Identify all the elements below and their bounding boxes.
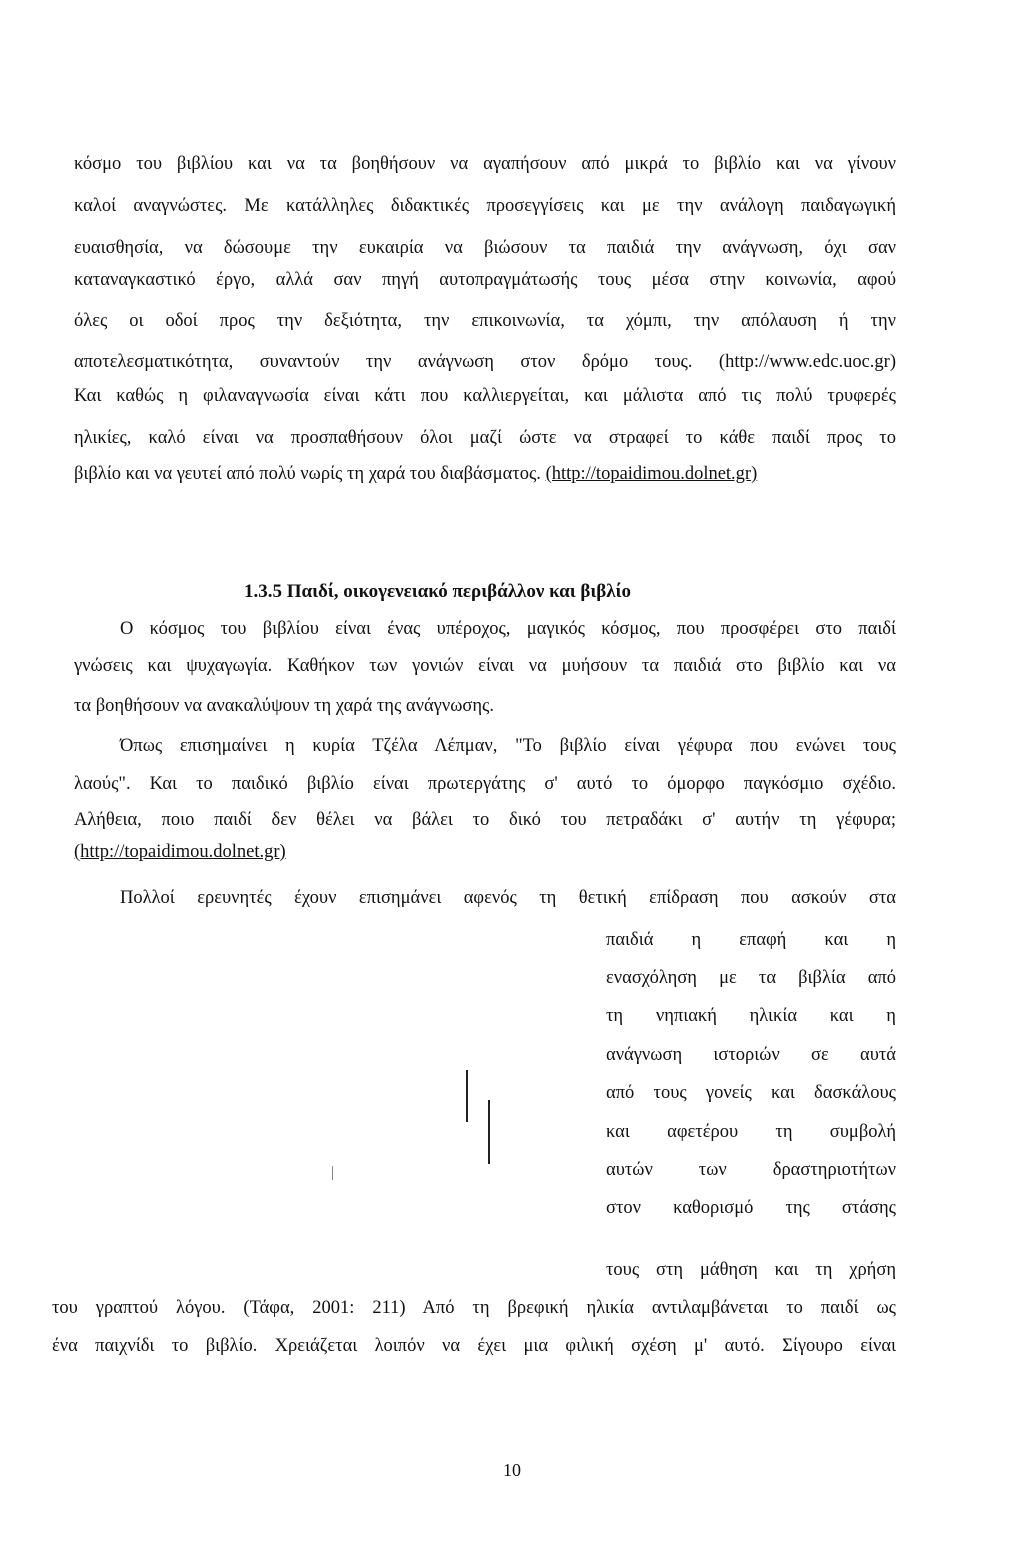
right-column-resume-line: τους στη μάθηση και τη χρήση — [606, 1260, 896, 1280]
paragraph-1-line-6: αποτελεσματικότητα, συναντούν την ανάγνωση στον δρόμο τους. (http://www.edc.uoc.gr) — [74, 352, 896, 372]
right-column-line-4: ανάγνωση ιστοριών σε αυτά — [606, 1045, 896, 1065]
paragraph-1-last-text: βιβλίο και να γευτεί από πολύ νωρίς τη χαρά του διαβάσματος. — [74, 464, 541, 484]
paragraph-4-line-after-1: του γραπτού λόγου. (Τάφα, 2001: 211) Από τη βρεφική ηλικία αντιλαμβάνεται το παιδί ως — [52, 1298, 896, 1318]
right-column-line-7: αυτών των δραστηριοτήτων — [606, 1160, 896, 1180]
paragraph-1-line-3: ευαισθησία, να δώσουμε την ευκαιρία να βιώσουν τα παιδιά την ανάγνωση, όχι σαν — [74, 238, 896, 258]
page-number: 10 — [503, 1460, 521, 1480]
right-column-line-3: τη νηπιακή ηλικία και η — [606, 1006, 896, 1026]
paragraph-3-line-2: λαούς". Και το παιδικό βιβλίο είναι πρωτεργάτης σ' αυτό το όμορφο παγκόσμιο σχέδιο. — [74, 774, 896, 794]
paragraph-1-line-9 — [74, 462, 896, 486]
paragraph-1-line-8: ηλικίες, καλό είναι να προσπαθήσουν όλοι μαζί ώστε να στραφεί το κάθε παιδί προς το — [74, 428, 896, 448]
paragraph-1-line-4: καταναγκαστικό έργο, αλλά σαν πηγή αυτοπραγμάτωσής τους μέσα στην κοινωνία, αφού — [74, 270, 896, 290]
paragraph-1-line-1: κόσμο του βιβλίου και να τα βοηθήσουν να αγαπήσουν από μικρά το βιβλίο και να γίνουν — [74, 154, 896, 174]
scan-mark — [466, 1070, 468, 1122]
paragraph-2-line-2: γνώσεις και ψυχαγωγία. Καθήκον των γονιών είναι να μυήσουν τα παιδιά στο βιβλίο και να — [74, 656, 896, 676]
paragraph-4-line-1: Πολλοί ερευνητές έχουν επισημάνει αφενός τη θετική επίδραση που ασκούν στα — [120, 888, 896, 908]
right-column-line-5: από τους γονείς και δασκάλους — [606, 1083, 896, 1103]
scan-mark — [332, 1166, 333, 1180]
paragraph-3-line-3: Αλήθεια, ποιο παιδί δεν θέλει να βάλει το δικό του πετραδάκι σ' αυτήν τη γέφυρα; — [74, 810, 896, 830]
paragraph-2-line-1: Ο κόσμος του βιβλίου είναι ένας υπέροχος, μαγικός κόσμος, που προσφέρει στο παιδί — [120, 619, 896, 639]
section-heading: 1.3.5 Παιδί, οικογενειακό περιβάλλον και βιβλίο — [244, 581, 632, 602]
paragraph-1-line-2: καλοί αναγνώστες. Με κατάλληλες διδακτικές προσεγγίσεις και με την ανάλογη παιδαγωγική — [74, 196, 896, 216]
paragraph-3-line-1: Όπως επισημαίνει η κυρία Τζέλα Λέπμαν, "Το βιβλίο είναι γέφυρα που ενώνει τους — [120, 736, 896, 756]
right-column-line-8: στον καθορισμό της στάσης — [606, 1198, 896, 1218]
scan-mark — [488, 1100, 490, 1164]
paragraph-1-line-7: Και καθώς η φιλαναγνωσία είναι κάτι που καλλιεργείται, και μάλιστα από τις πολύ τρυφερές — [74, 386, 896, 406]
source-link-topaidimou-2[interactable]: (http://topaidimou.dolnet.gr) — [74, 842, 286, 862]
paragraph-1-line-5: όλες οι οδοί προς την δεξιότητα, την επικοινωνία, τα χόμπι, την απόλαυση ή την — [74, 311, 896, 331]
paragraph-4-line-after-2: ένα παιχνίδι το βιβλίο. Χρειάζεται λοιπόν να έχει μια φιλική σχέση μ' αυτό. Σίγουρο είναι — [52, 1336, 896, 1356]
right-column-line-2: ενασχόληση με τα βιβλία από — [606, 968, 896, 988]
source-link-topaidimou[interactable]: (http://topaidimou.dolnet.gr) — [545, 464, 758, 484]
paragraph-2-line-3: τα βοηθήσουν να ανακαλύψουν τη χαρά της ανάγνωσης. — [74, 696, 494, 716]
right-column-line-1: παιδιά η επαφή και η — [606, 930, 896, 950]
right-column-line-6: και αφετέρου τη συμβολή — [606, 1122, 896, 1142]
